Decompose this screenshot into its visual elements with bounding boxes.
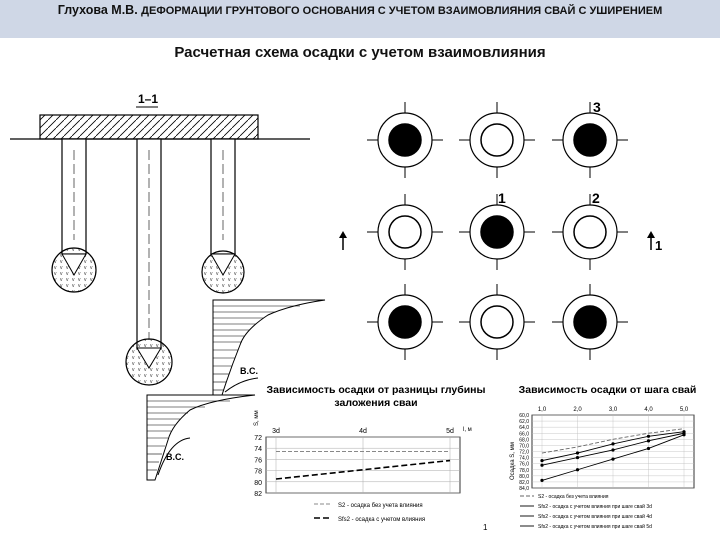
chart-right-ytick: 82,0 (519, 479, 529, 486)
caption-left: Зависимость осадки от разницы глубины заложения сваи (266, 384, 486, 409)
chart-right-ytick: 64,0 (519, 425, 529, 432)
chart-right-point (647, 447, 650, 450)
plan-pile (459, 284, 535, 360)
chart-left-xtick: 5d (446, 428, 454, 435)
chart-right-xtick: 1,0 (537, 407, 547, 413)
chart-right-legend-label: Sfs2 - осадка с учетом влияния при шаге свай 4d (538, 514, 652, 520)
pile-right (202, 139, 244, 293)
plan-pile (459, 102, 535, 178)
chart-right-point (540, 479, 543, 482)
chart-right-xtick: 3,0 (608, 407, 618, 413)
chart-left-xtick: 3d (272, 428, 280, 435)
slide-subtitle: Расчетная схема осадки с учетом взаимовлияния (174, 44, 546, 61)
plan-pile (367, 102, 443, 178)
plan-pile (552, 284, 628, 360)
plan-label-3: 3 (593, 99, 601, 115)
chart-right-xtick: 5,0 (679, 407, 689, 413)
chart-right-point (647, 435, 650, 438)
header-author: Глухова М.В. (57, 3, 138, 17)
stress-diagram-right (213, 300, 325, 395)
pile-left (52, 139, 96, 292)
chart-right-ytick: 78,0 (519, 467, 529, 474)
chart-right-xtick: 2,0 (573, 407, 582, 413)
chart-right-ytick: 74,0 (519, 455, 529, 462)
chart-right-point (611, 442, 614, 445)
plan-pile-core (574, 124, 606, 156)
pile-plan (367, 102, 628, 360)
chart-right-point (647, 439, 650, 442)
stress-diagram-middle (147, 395, 255, 480)
header-topic: ДЕФОРМАЦИИ ГРУНТОВОГО ОСНОВАНИЯ С УЧЕТОМ ВЗАИМОВЛИЯНИЯ СВАЙ С УШИРЕНИЕМ (141, 5, 663, 17)
chart-right-point (611, 448, 614, 451)
cut-label: 1 (655, 238, 663, 253)
chart-right-point (540, 464, 543, 467)
chart-depth-difference (254, 410, 488, 532)
chart-left-ytick: 76 (254, 457, 262, 465)
plan-pile-core (481, 216, 513, 248)
plan-label-2: 2 (592, 190, 600, 206)
chart-right-legend-label: Sfs2 - осадка с учетом влияния при шаге свай 5d (538, 524, 652, 530)
chart-left-ytick: 80 (254, 479, 262, 487)
pile-middle (126, 139, 172, 385)
plan-pile-core (481, 124, 513, 156)
chart-right-point (540, 459, 543, 462)
section-label: 1–1 (138, 92, 159, 106)
chart-right-ytick: 76,0 (519, 461, 529, 468)
plan-pile (367, 284, 443, 360)
plan-pile (367, 194, 443, 270)
chart-right-ytick: 66,0 (519, 431, 529, 438)
plan-pile-core (574, 216, 606, 248)
plan-label-1: 1 (498, 190, 506, 206)
chart-left-ytick: 78 (254, 468, 262, 476)
cut-arrow-left (339, 231, 347, 250)
chart-left-ylabel: S, мм (254, 410, 260, 426)
plan-pile (552, 194, 628, 270)
chart-pile-spacing (510, 407, 694, 530)
chart-left-ytick: 72 (254, 435, 262, 442)
chart-right-ytick: 68,0 (519, 437, 529, 444)
chart-left-legend-label: S2 - осадка без учета влияния (338, 503, 423, 509)
caption-right: Зависимость осадки от шага свай (518, 384, 697, 396)
chart-left-xlabel: l, м (463, 427, 472, 433)
chart-left-ytick: 74 (254, 446, 262, 454)
chart-right-point (576, 456, 579, 459)
chart-right-ytick: 72,0 (519, 449, 529, 456)
plan-pile (552, 102, 628, 178)
plan-pile-core (389, 124, 421, 156)
chart-right-legend-label: Sfs2 - осадка с учетом влияния при шаге свай 3d (538, 504, 652, 510)
chart-right-ytick: 62,0 (519, 419, 529, 426)
page-number: 1 (483, 523, 488, 532)
chart-right-point (611, 458, 614, 461)
plan-pile-core (574, 306, 606, 338)
chart-left-legend-label: Sfs2 - осадка с учетом влияния (338, 517, 426, 523)
chart-right-ytick: 80,0 (519, 473, 529, 480)
chart-right-ylabel: Осадка S, мм (510, 442, 516, 480)
chart-right-ytick: 60,0 (519, 413, 529, 419)
plan-pile-core (389, 216, 421, 248)
chart-right-legend-label: S2 - осадка без учета влияния (538, 494, 609, 500)
chart-right-xtick: 4,0 (644, 407, 653, 413)
chart-left-ytick: 82 (254, 491, 262, 498)
bc-label-middle: В.С. (166, 452, 184, 462)
cut-arrow-right (647, 231, 655, 250)
bc-label-right: В.С. (240, 366, 258, 376)
chart-left-xtick: 4d (359, 428, 367, 435)
chart-right-point (576, 451, 579, 454)
chart-right-point (682, 433, 685, 436)
pile-cap (40, 115, 258, 139)
chart-right-point (576, 468, 579, 471)
chart-right-ytick: 70,0 (519, 443, 529, 450)
plan-pile-core (389, 306, 421, 338)
plan-pile (459, 194, 535, 270)
plan-pile-core (481, 306, 513, 338)
chart-right-ytick: 84,0 (519, 486, 529, 492)
